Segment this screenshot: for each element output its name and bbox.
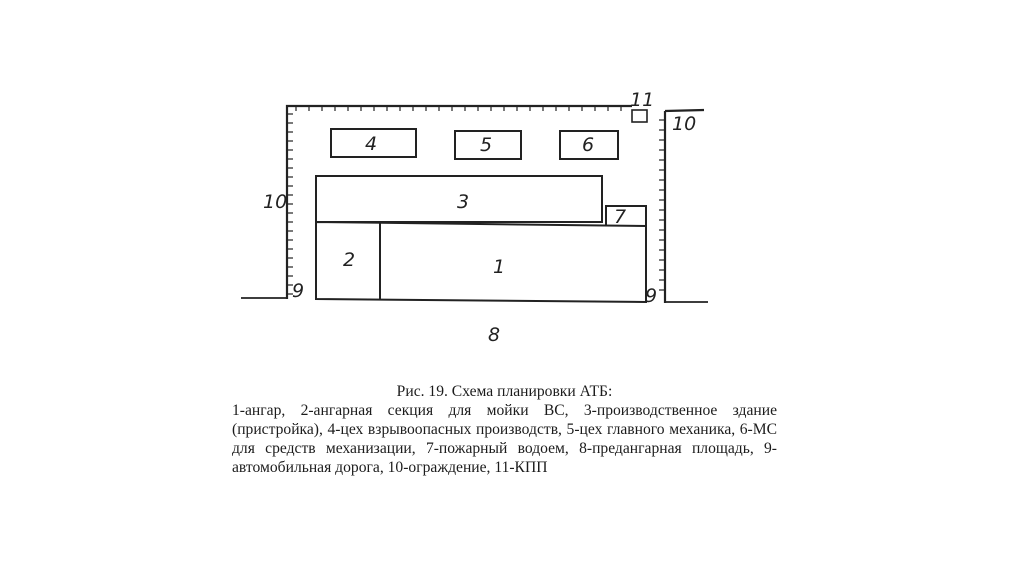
vehicle-station-label: 6 xyxy=(582,134,595,156)
hangar-box xyxy=(316,222,646,302)
chief-mechanic-shop-label: 5 xyxy=(480,134,493,156)
fence-right-line xyxy=(665,110,704,303)
explosive-shop-label: 4 xyxy=(365,133,378,155)
hangar-section-label: 2 xyxy=(343,249,356,271)
checkpoint-box xyxy=(632,110,647,122)
road-left-label: 9 xyxy=(292,280,305,302)
caption-title: Рис. 19. Схема планировки АТБ: xyxy=(396,383,613,400)
checkpoint-label: 11 xyxy=(630,89,655,111)
road-right-label: 9 xyxy=(645,285,658,307)
fence-left-ticks xyxy=(287,114,293,294)
figure-caption xyxy=(232,382,777,477)
fence-right-label: 10 xyxy=(672,113,697,135)
apron-label: 8 xyxy=(488,324,501,346)
fence-left-label: 10 xyxy=(263,191,288,213)
hangar-label: 1 xyxy=(493,256,506,278)
production-building-label: 3 xyxy=(457,191,470,213)
caption-legend: 1-ангар, 2-ангарная секция для мойки ВС, 3-производственное здание (пристройка), 4-цех взрывоопасных производств, 5-цех главного механика, 6-МС для средств механизации, 7-пожарный водоем, 8-предангарная площадь, 9-автомобильная дорога, 10-ограждение, 11-КПП xyxy=(232,402,777,476)
fire-pond-label: 7 xyxy=(614,206,627,228)
